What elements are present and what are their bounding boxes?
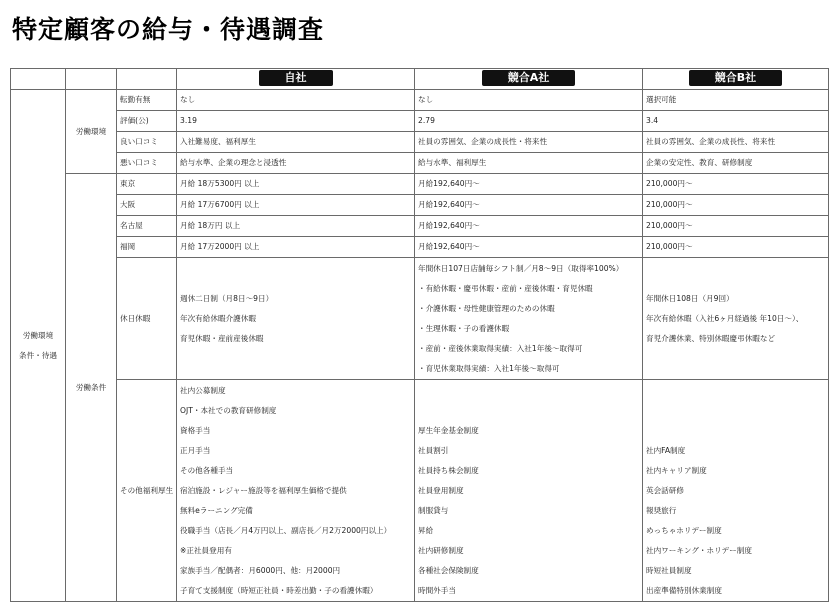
cell-a: 月給192,640円～ xyxy=(415,237,643,258)
row-label: 休日休暇 xyxy=(117,258,177,380)
cell-a: 2.79 xyxy=(415,111,643,132)
text-line: 正月手当 xyxy=(180,446,211,455)
group-work-environment: 労働環境 xyxy=(66,90,117,174)
cell-b-welfare xyxy=(643,380,829,602)
header-a-label: 競合A社 xyxy=(482,70,576,86)
row-welfare xyxy=(11,380,829,602)
text-line: 社内ワーキング・ホリデー制度 xyxy=(646,546,752,555)
text-line: ・産前・産後休業取得実績：入社1年後～取得可 xyxy=(418,344,583,353)
text-line: 無料eラーニング完備 xyxy=(180,506,253,515)
text-line xyxy=(646,421,825,441)
cell-b-holiday xyxy=(643,258,829,380)
cell-own: 月給 18万円 以上 xyxy=(177,216,415,237)
row-fukuoka xyxy=(11,237,829,258)
text-line xyxy=(418,401,639,421)
side-category xyxy=(11,90,66,602)
text-line: 家族手当／配偶者：月6000円、他：月2000円 xyxy=(180,566,341,575)
text-line: 社内研修制度 xyxy=(418,546,464,555)
cell-own: 月給 17万6700円 以上 xyxy=(177,195,415,216)
text-line: 時間外手当 xyxy=(418,586,456,595)
cell-own: なし xyxy=(177,90,415,111)
text-line: 時短社員制度 xyxy=(646,566,692,575)
text-line xyxy=(418,381,639,401)
text-line: 週休二日制（月8日～9日） xyxy=(180,293,274,303)
comparison-table xyxy=(10,68,829,602)
header-own-label: 自社 xyxy=(259,70,333,86)
cell-b: 210,000円～ xyxy=(643,174,829,195)
text-line: めっちゃホリデー制度 xyxy=(646,526,722,535)
row-label: 東京 xyxy=(117,174,177,195)
text-line: 社内キャリア制度 xyxy=(646,466,707,475)
cell-b: 社員の雰囲気、企業の成長性、将来性 xyxy=(643,132,829,153)
row-label: 名古屋 xyxy=(117,216,177,237)
cell-a: 月給192,640円～ xyxy=(415,195,643,216)
header-own xyxy=(177,69,415,90)
cell-b: 210,000円～ xyxy=(643,237,829,258)
row-label: 評価(公) xyxy=(117,111,177,132)
cell-b: 210,000円～ xyxy=(643,195,829,216)
page-title: 特定顧客の給与・待遇調査 xyxy=(12,15,325,44)
row-nagoya xyxy=(11,216,829,237)
text-line: ・生理休暇・子の看護休暇 xyxy=(418,324,510,333)
text-line: 英会話研修 xyxy=(646,486,684,495)
header-blank-2 xyxy=(66,69,117,90)
text-line: 社内FA制度 xyxy=(646,446,686,455)
group-work-conditions: 労働条件 xyxy=(66,174,117,602)
side-category-line-1: 労働環境 xyxy=(22,330,54,340)
text-line: 社員割引 xyxy=(418,446,449,455)
text-line xyxy=(646,381,825,401)
text-line: 年次有給休暇（入社6ヶ月経過後 年10日～）、 xyxy=(646,313,804,323)
cell-own: 月給 17万2000円 以上 xyxy=(177,237,415,258)
cell-a-holiday xyxy=(415,258,643,380)
text-line: 昇給 xyxy=(418,526,434,535)
row-bad-review xyxy=(11,153,829,174)
text-line: ・介護休暇・母性健康管理のための休暇 xyxy=(418,304,555,313)
cell-b: 210,000円～ xyxy=(643,216,829,237)
row-label: 福岡 xyxy=(117,237,177,258)
header-b xyxy=(643,69,829,90)
cell-own: 給与水準、企業の理念と浸透性 xyxy=(177,153,415,174)
header-blank-1 xyxy=(11,69,66,90)
text-line: 社員持ち株会制度 xyxy=(418,466,479,475)
cell-a: なし xyxy=(415,90,643,111)
text-line: その他各種手当 xyxy=(180,466,234,475)
cell-a: 社員の雰囲気、企業の成長性・将来性 xyxy=(415,132,643,153)
text-line: 報奨旅行 xyxy=(646,506,677,515)
cell-own-welfare xyxy=(177,380,415,602)
text-line: 役職手当（店長／月4万円以上、副店長／月2万2000円以上） xyxy=(180,526,392,535)
row-label: 良い口コミ xyxy=(117,132,177,153)
row-holiday xyxy=(11,258,829,380)
text-line: 年次有給休暇介護休暇 xyxy=(180,313,256,323)
text-line: 資格手当 xyxy=(180,426,211,435)
row-label: その他福利厚生 xyxy=(117,380,177,602)
cell-a: 給与水準、福利厚生 xyxy=(415,153,643,174)
header-b-label: 競合B社 xyxy=(689,70,782,86)
text-line: ※正社員登用有 xyxy=(180,546,232,555)
row-rating xyxy=(11,111,829,132)
header-row xyxy=(11,69,829,90)
text-line: 子育て支援制度（時短正社員・時差出勤・子の看護休暇） xyxy=(180,586,378,595)
text-line: OJT・本社での教育研修制度 xyxy=(180,406,277,415)
cell-own-holiday xyxy=(177,258,415,380)
text-line: 育児休暇・産前産後休暇 xyxy=(180,333,264,343)
text-line: 出産準備特別休業制度 xyxy=(646,586,722,595)
row-good-review xyxy=(11,132,829,153)
text-line: ・有給休暇・慶弔休暇・産前・産後休暇・育児休暇 xyxy=(418,284,593,293)
row-tokyo xyxy=(11,174,829,195)
cell-a: 月給192,640円～ xyxy=(415,174,643,195)
cell-own: 3.19 xyxy=(177,111,415,132)
row-label: 悪い口コミ xyxy=(117,153,177,174)
cell-b: 選択可能 xyxy=(643,90,829,111)
text-line xyxy=(646,401,825,421)
cell-b: 3.4 xyxy=(643,111,829,132)
row-osaka xyxy=(11,195,829,216)
text-line: 厚生年金基金制度 xyxy=(418,426,479,435)
header-blank-3 xyxy=(117,69,177,90)
cell-a: 月給192,640円～ xyxy=(415,216,643,237)
text-line: 社員登用制度 xyxy=(418,486,464,495)
side-category-line-2: 条件・待遇 xyxy=(19,350,57,360)
text-line: 育児介護休業、特別休暇慶弔休暇など xyxy=(646,333,776,343)
cell-own: 月給 18万5300円 以上 xyxy=(177,174,415,195)
text-line: 制服貸与 xyxy=(418,506,449,515)
cell-own: 入社難易度、福利厚生 xyxy=(177,132,415,153)
text-line: 各種社会保険制度 xyxy=(418,566,479,575)
text-line: 年間休日108日（月9回） xyxy=(646,293,734,303)
text-line: 年間休日107日店舗毎シフト制／月8～9日（取得率100%） xyxy=(418,264,624,273)
text-line: ・育児休業取得実績：入社1年後～取得可 xyxy=(418,364,560,373)
cell-a-welfare xyxy=(415,380,643,602)
row-label: 転勤有無 xyxy=(117,90,177,111)
cell-b: 企業の安定性、教育、研修制度 xyxy=(643,153,829,174)
header-a xyxy=(415,69,643,90)
row-label: 大阪 xyxy=(117,195,177,216)
row-transfer xyxy=(11,90,829,111)
text-line: 宿泊施設・レジャー施設等を福利厚生価格で提供 xyxy=(180,486,347,495)
text-line: 社内公募制度 xyxy=(180,386,226,395)
